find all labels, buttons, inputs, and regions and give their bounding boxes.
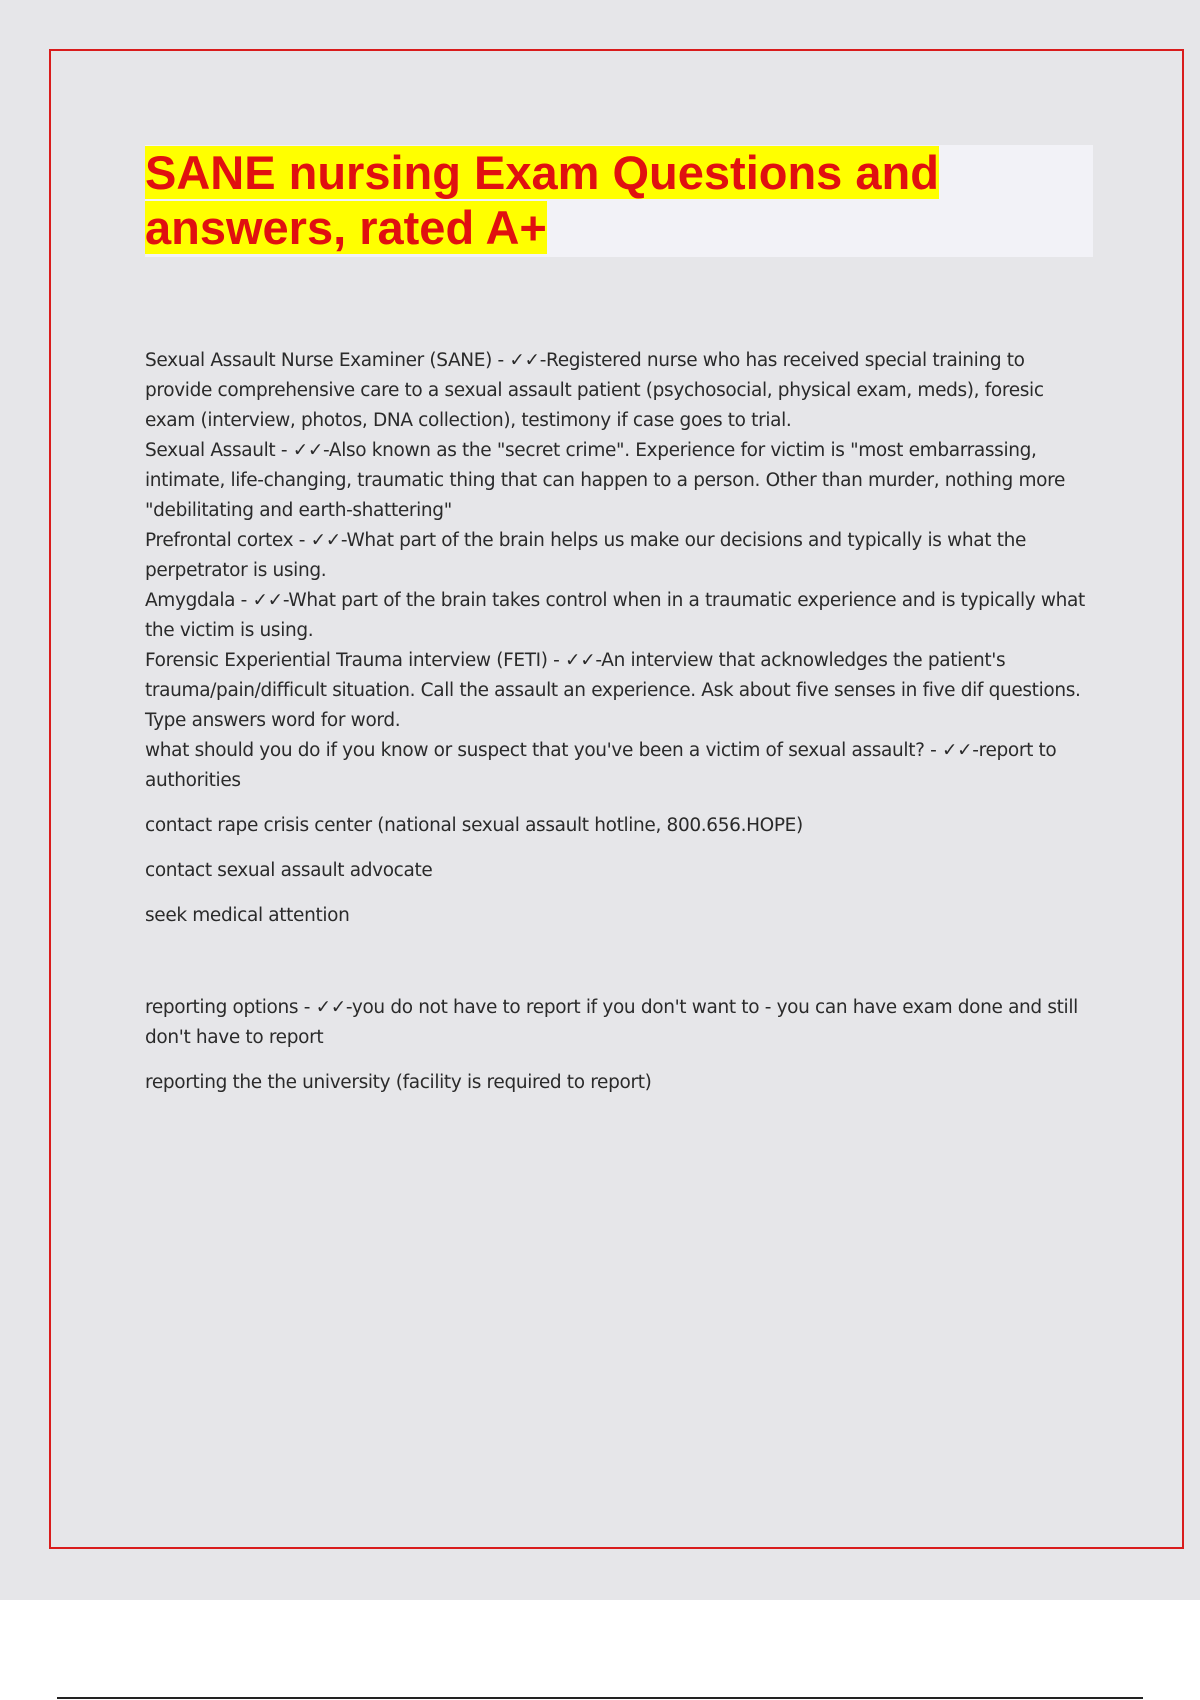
qa-entry-feti: Forensic Experiential Trauma interview (FETI) - ✓✓-An interview that acknowledges the patient's trauma/pain/difficult situation. Call the assault an experience. Ask about five senses in five dif questions. Type answers word for word. (145, 650, 1081, 731)
qa-entry-sexual-assault: Sexual Assault - ✓✓-Also known as the "secret crime". Experience for victim is "most embarrassing, intimate, life-changing, traumatic thing that can happen to a person. Other than murder, nothing more "debilitating and earth-shattering" (145, 440, 1066, 521)
qa-entry-prefrontal-cortex: Prefrontal cortex - ✓✓-What part of the brain helps us make our decisions and typically is what the perpetrator is using. (145, 530, 1027, 581)
qa-list (145, 346, 1095, 1098)
footer-divider (57, 1697, 1143, 1699)
qa-entry-victim-actions: what should you do if you know or suspect that you've been a victim of sexual assault? - ✓✓-report to authorities (145, 740, 1057, 791)
document-title (145, 145, 1045, 255)
title-line-1: SANE nursing Exam Questions and (145, 146, 939, 199)
qa-entry-reporting-options: reporting options - ✓✓-you do not have to report if you don't want to - you can have exam done and still don't have to report (145, 997, 1078, 1048)
qa-entry-victim-actions-line-3: contact sexual assault advocate (145, 860, 433, 881)
qa-entry-amygdala: Amygdala - ✓✓-What part of the brain takes control when in a traumatic experience and is typically what the victim is using. (145, 590, 1085, 641)
qa-entry-reporting-options-line-2: reporting the the university (facility is required to report) (145, 1072, 652, 1093)
qa-entry-victim-actions-line-2: contact rape crisis center (national sexual assault hotline, 800.656.HOPE) (145, 815, 803, 836)
qa-entry-victim-actions-line-4: seek medical attention (145, 905, 350, 926)
title-line-2: answers, rated A+ (145, 201, 547, 254)
qa-entry-sane: Sexual Assault Nurse Examiner (SANE) - ✓✓-Registered nurse who has received special training to provide comprehensive care to a sexual assault patient (psychosocial, physical exam, meds), foresic exam (interview, photos, DNA collection), testimony if case goes to trial. (145, 350, 1044, 431)
